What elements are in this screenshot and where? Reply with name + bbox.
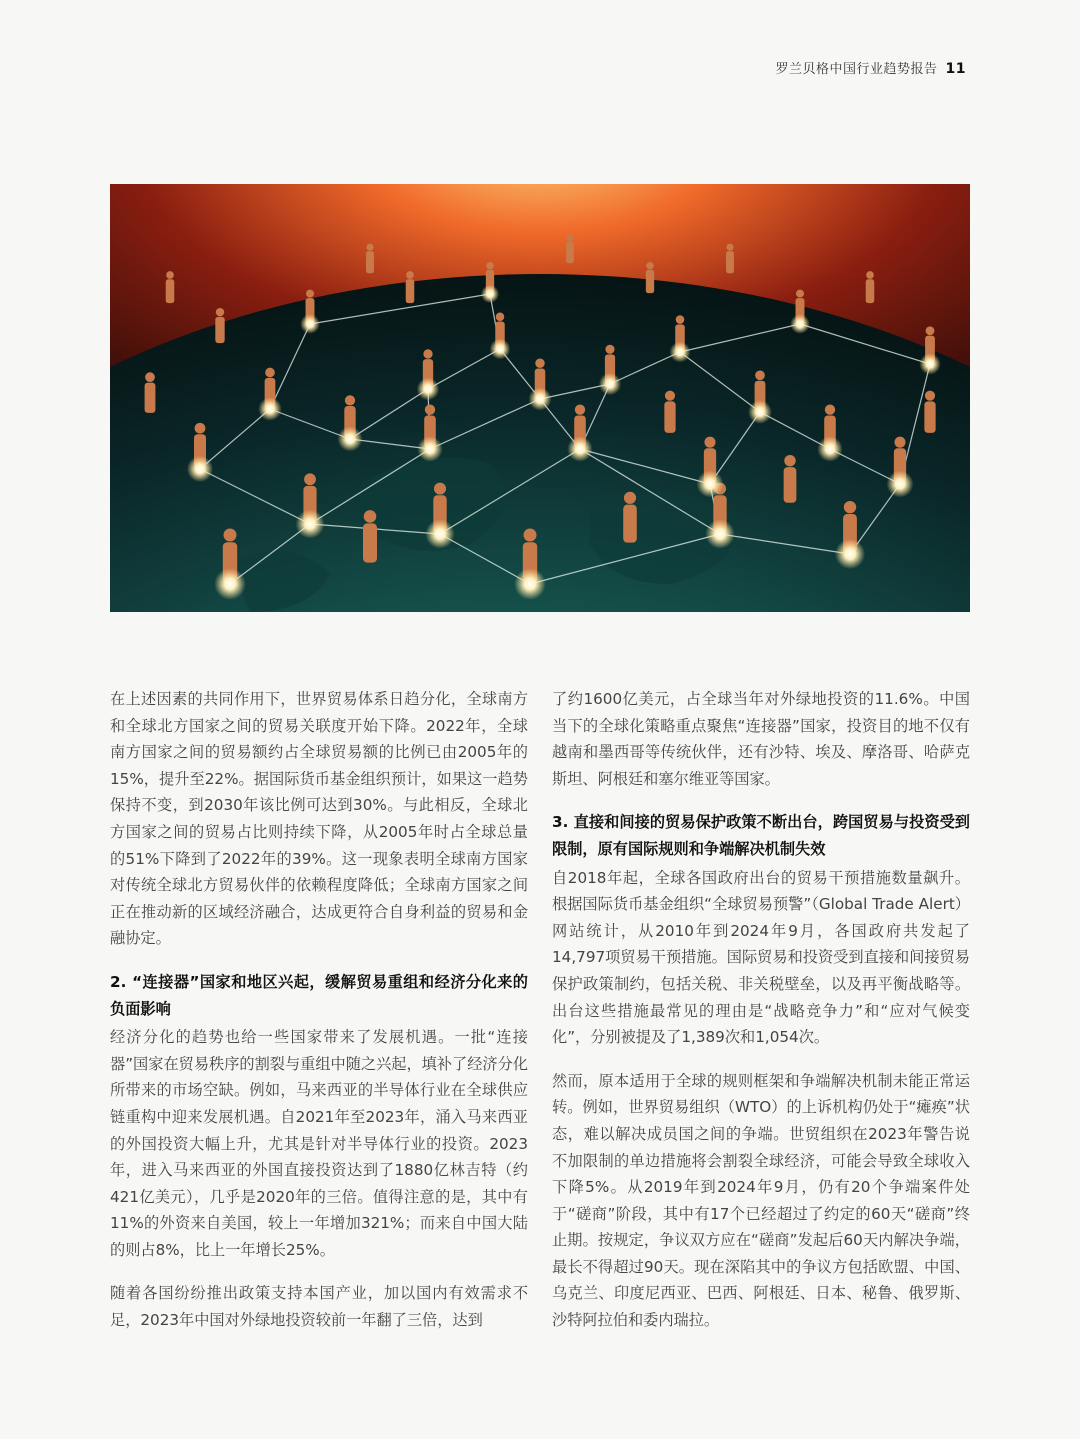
- report-header: [776, 58, 967, 77]
- paragraph: 经济分化的趋势也给一些国家带来了发展机遇。一批“连接器”国家在贸易秩序的割裂与重组中随之兴起，填补了经济分化所带来的市场空缺。例如，马来西亚的半导体行业在全球供应链重构中迎来发展机遇。自2021年至2023年，涌入马来西亚的外国投资大幅上升，尤其是针对半导体行业的投资。2023年，进入马来西亚的外国直接投资达到了1880亿林吉特（约421亿美元），几乎是2020年的三倍。值得注意的是，其中有11%的外资来自美国，较上一年增加321%；而来自中国大陆的则占8%，比上一年增长25%。: [110, 1028, 528, 1259]
- report-title: 罗兰贝格中国行业趋势报告: [775, 62, 938, 77]
- network-globe-image: [110, 184, 970, 612]
- network-node: [705, 519, 734, 548]
- network-node: [817, 436, 842, 461]
- network-node: [214, 568, 246, 600]
- person-figure: [406, 271, 415, 303]
- person-figure: [215, 308, 224, 343]
- person-figure: [726, 244, 734, 274]
- network-node: [748, 400, 772, 424]
- network-node: [417, 436, 442, 461]
- network-node: [886, 470, 913, 497]
- person-figure: [623, 492, 637, 543]
- network-node: [187, 456, 213, 482]
- network-node: [490, 339, 511, 360]
- network-node: [481, 285, 499, 303]
- network-node: [696, 470, 723, 497]
- person-figure: [664, 391, 675, 433]
- paragraph: 随着各国纷纷推出政策支持本国产业，加以国内有效需求不足，2023年中国对外绿地投资较前一年翻了三倍，达到: [110, 1284, 528, 1330]
- network-node: [670, 342, 691, 363]
- right-column: [552, 686, 970, 1351]
- section-heading: 3. 直接和间接的贸易保护政策不断出台，跨国贸易与投资受到限制，原有国际规则和争端解决机制失效: [552, 813, 970, 858]
- person-figure: [366, 244, 374, 274]
- network-node: [296, 510, 325, 539]
- page-number: 11: [945, 61, 966, 77]
- network-node: [425, 519, 454, 548]
- network-node: [919, 353, 941, 375]
- network-node: [258, 397, 282, 421]
- person-figure: [566, 234, 574, 263]
- person-figure: [166, 271, 175, 303]
- paragraph: 在上述因素的共同作用下，世界贸易体系日趋分化，全球南方和全球北方国家之间的贸易关联度开始下降。2022年，全球南方国家之间的贸易额约占全球贸易额的比例已由2005年的15%，提升至22%。据国际货币基金组织预计，如果这一趋势保持不变，到2030年该比例可达到30%。与此相反，全球北方国家之间的贸易占比则持续下降，从2005年时占全球总量的51%下降到了2022年的39%。这一现象表明全球南方国家对传统全球北方贸易伙伴的依赖程度降低；全球南方国家之间正在推动新的区域经济融合，达成更符合自身利益的贸易和金融协定。: [110, 690, 528, 948]
- section-heading: 2. “连接器”国家和地区兴起，缓解贸易重组和经济分化来的负面影响: [110, 972, 528, 1018]
- network-globe-illustration: [110, 184, 970, 612]
- person-figure: [646, 262, 654, 293]
- network-node: [567, 436, 592, 461]
- person-figure: [363, 510, 377, 562]
- person-figure: [924, 391, 935, 433]
- network-node: [835, 539, 865, 569]
- network-node: [417, 378, 440, 401]
- network-node: [528, 387, 551, 410]
- network-node: [599, 373, 621, 395]
- network-node: [790, 314, 810, 334]
- network-node: [514, 568, 546, 600]
- person-figure: [784, 455, 797, 503]
- network-node: [338, 427, 363, 452]
- person-figure: [866, 271, 875, 303]
- left-column: [110, 686, 528, 1351]
- paragraph: 然而，原本适用于全球的规则框架和争端解决机制未能正常运转。例如，世界贸易组织（WTO）的上诉机构仍处于“瘫痪”状态，难以解决成员国之间的争端。世贸组织在2023年警告说不加限制的单边措施将会割裂全球经济，可能会导致全球收入下降5%。从2019年到2024年9月，仍有20个争端案件处于“磋商”阶段，其中有17个已经超过了约定的60天“磋商”终止期。按规定，争议双方应在“磋商”发起后60天内解决争端，最长不得超过90天。现在深陷其中的争议方包括欧盟、中国、乌克兰、印度尼西亚、巴西、阿根廷、日本、秘鲁、俄罗斯、沙特阿拉伯和委内瑞拉。: [552, 1071, 970, 1330]
- person-figure: [145, 372, 156, 413]
- paragraph: 了约1600亿美元，占全球当年对外绿地投资的11.6%。中国当下的全球化策略重点聚焦“连接器”国家，投资目的地不仅有越南和墨西哥等传统伙伴，还有沙特、埃及、摩洛哥、哈萨克斯坦、阿根廷和塞尔维亚等国家。: [552, 690, 970, 788]
- paragraph: 自2018年起，全球各国政府出台的贸易干预措施数量飙升。根据国际货币基金组织“全球贸易预警”（Global Trade Alert）网站统计，从2010年到2024年9月，各国政府共发起了14,797项贸易干预措施。国际贸易和投资受到直接和间接贸易保护政策制约，包括关税、非关税壁垒，以及再平衡战略等。出台这些措施最常见的理由是“战略竞争力”和“应对气候变化”，分别被提及了1,389次和1,054次。: [552, 868, 970, 1047]
- network-node: [300, 314, 320, 334]
